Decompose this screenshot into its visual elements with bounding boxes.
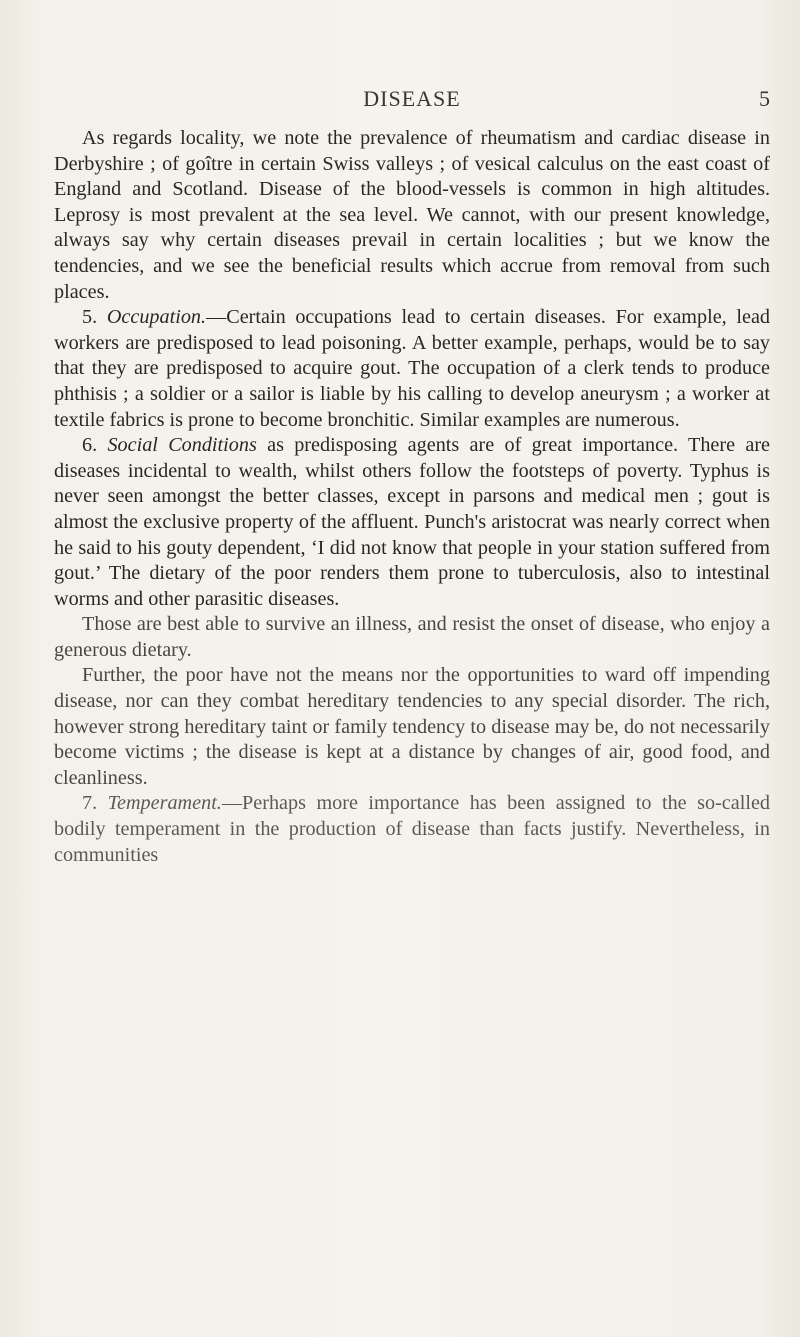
paragraph-poor: [54, 663, 770, 791]
section-number: 6.: [82, 434, 98, 457]
section-number: 5.: [82, 306, 98, 329]
paragraph-text: —Certain occupations lead to certain diseases. For example, lead workers are predisposed to lead poisoning. A better example, perhaps, would be to say that they are predisposed to acquire gout. The occupation of a clerk tends to produce phthisis ; a soldier or a sailor is liable by his calling to develop aneurysm ; a worker at textile fabrics is prone to become bronchitic. Similar examples are numerous.: [54, 306, 771, 431]
paragraph-text: —Perhaps more importance has been assigned to the so-called bodily temperament in the production of disease than facts justify. Nevertheless, in communities: [54, 792, 771, 866]
page-number: 5: [759, 86, 770, 111]
section-number: 7.: [82, 792, 98, 815]
section-heading: Occupation.: [106, 306, 207, 329]
paragraph-social-conditions: [54, 433, 770, 612]
paragraph-locality: [54, 126, 770, 305]
paragraph-text: Those are best able to survive an illness, and resist the onset of disease, who enjoy a generous dietary.: [54, 613, 770, 661]
running-title: DISEASE: [363, 86, 461, 111]
paragraph-text: as predisposing agents are of great importance. There are diseases incidental to wealth, whilst others follow the footsteps of poverty. Typhus is never seen amongst the better classes, except in parsons and medical men ; gout is almost the exclusive property of the affluent. Punch's aristocrat was nearly correct when he said to his gouty dependent, ‘I did not know that people in your station suffered from gout.’ The dietary of the poor renders them prone to tuberculosis, also to intestinal worms and other parasitic diseases.: [54, 434, 770, 610]
paragraph-text: Further, the poor have not the means nor the opportunities to ward off impending disease, nor can they combat hereditary tendencies to any special disorder. The rich, however strong hereditary taint or family tendency to disease may be, do not necessarily become victims ; the disease is kept at a distance by changes of air, good food, and cleanliness.: [54, 664, 770, 789]
paragraph-temperament: [54, 791, 770, 868]
section-heading: Temperament.: [107, 792, 222, 815]
running-header: [54, 86, 770, 116]
paragraph-text: As regards locality, we note the prevalence of rheumatism and cardiac disease in Derbyshire ; of goître in certain Swiss valleys ; of vesical calculus on the east coast of England and Scotland. Disease of the blood-vessels is common in high altitudes. Leprosy is most prevalent at the sea level. We cannot, with our present knowledge, always say why certain diseases prevail in certain localities ; but we know the tendencies, and we see the beneficial results which accrue from removal from such places.: [54, 127, 770, 303]
paragraph-dietary: [54, 612, 770, 663]
body-text: [54, 126, 770, 868]
paragraph-occupation: [54, 305, 770, 433]
section-heading: Social Conditions: [107, 434, 257, 457]
